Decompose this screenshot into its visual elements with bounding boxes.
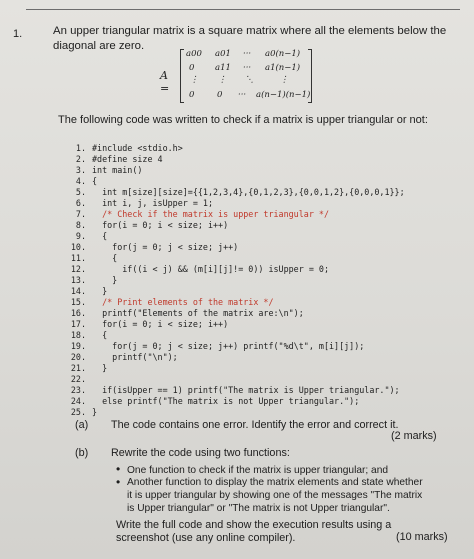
- code-line: [64, 176, 97, 187]
- part-b-bullet-2: Another function to display the matrix elements and state whether it is upper triangular by showing one of the messages "The matrix is Upper triangular" or "The matrix is not Upper triangular".: [127, 477, 423, 514]
- line-number: 17.: [70, 319, 86, 329]
- code-line: [64, 407, 97, 418]
- line-number: 16.: [70, 308, 86, 318]
- matrix-cell: a00: [186, 49, 202, 59]
- matrix-cell: a11: [215, 63, 231, 73]
- code-line: [64, 385, 400, 396]
- matrix-cell: 0: [189, 63, 195, 73]
- bullet-dot: •: [116, 475, 121, 489]
- code-text: for(j = 0; j < size; j++) printf("%d\t", m[i][j]);: [92, 341, 365, 351]
- line-number: 21.: [70, 363, 86, 373]
- code-text: {: [92, 330, 108, 340]
- bullet-dot: •: [116, 462, 121, 476]
- line-number: 14.: [70, 286, 86, 296]
- line-number: 6.: [75, 198, 86, 208]
- line-number: 10.: [70, 242, 86, 252]
- matrix-cell: ···: [243, 49, 252, 59]
- line-number: 8.: [75, 220, 86, 230]
- code-line: [64, 242, 238, 253]
- code-line: [64, 143, 183, 154]
- line-number: 1.: [75, 143, 86, 153]
- code-line: [64, 352, 178, 363]
- matrix-cell: a0(n−1): [265, 49, 301, 59]
- matrix-left-bracket: [180, 49, 184, 103]
- code-text: }: [92, 407, 98, 417]
- code-comment: /* Print elements of the matrix */: [92, 297, 274, 307]
- code-line: [64, 341, 364, 352]
- matrix-label: A =: [160, 69, 170, 95]
- code-line: [64, 319, 228, 330]
- part-b-text: Rewrite the code using two functions:: [111, 447, 290, 459]
- code-line: [64, 231, 107, 242]
- matrix-cell: ···: [243, 63, 252, 73]
- line-number: 5.: [75, 187, 86, 197]
- code-text: #include <stdio.h>: [92, 143, 183, 153]
- code-text: if((i < j) && (m[i][j]!= 0)) isUpper = 0;: [92, 264, 329, 274]
- question-number: 1.: [13, 28, 23, 40]
- code-text: for(i = 0; i < size; i++): [92, 220, 229, 230]
- code-line: [64, 253, 117, 264]
- line-number: 12.: [70, 264, 86, 274]
- line-number: 20.: [70, 352, 86, 362]
- part-a-text: The code contains one error. Identify the error and correct it.: [111, 419, 399, 431]
- line-number: 9.: [75, 231, 86, 241]
- line-number: 23.: [70, 385, 86, 395]
- line-number: 18.: [70, 330, 86, 340]
- code-lead-text: The following code was written to check if a matrix is upper triangular or not:: [58, 114, 428, 126]
- code-text: }: [92, 363, 108, 373]
- code-text: else printf("The matrix is not Upper triangular.");: [92, 396, 360, 406]
- code-line: [64, 286, 107, 297]
- line-number: 15.: [70, 297, 86, 307]
- code-text: if(isUpper == 1) printf("The matrix is Upper triangular.");: [92, 385, 400, 395]
- line-number: 22.: [70, 374, 86, 384]
- code-line: [64, 264, 329, 275]
- code-line: [64, 374, 92, 385]
- code-text: int main(): [92, 165, 143, 175]
- line-number: 3.: [75, 165, 86, 175]
- code-text: printf("Elements of the matrix are:\n");: [92, 308, 304, 318]
- matrix-cell: 0: [189, 90, 195, 100]
- code-line: [64, 297, 274, 308]
- code-line: [64, 187, 405, 198]
- code-text: {: [92, 253, 118, 263]
- code-line: [64, 363, 107, 374]
- code-text: {: [92, 176, 98, 186]
- matrix-cell: ···: [238, 90, 247, 100]
- line-number: 7.: [75, 209, 86, 219]
- matrix-cell: a1(n−1): [265, 63, 301, 73]
- matrix-cell: a(n−1)(n−1): [256, 90, 311, 100]
- code-text: int m[size][size]={{1,2,3,4},{0,1,2,3},{0,0,1,2},{0,0,0,1}};: [92, 187, 405, 197]
- code-line: [64, 154, 163, 165]
- code-text: int i, j, isUpper = 1;: [92, 198, 214, 208]
- code-line: [64, 396, 359, 407]
- line-number: 19.: [70, 341, 86, 351]
- code-line: [64, 165, 142, 176]
- part-b-label: (b): [75, 447, 89, 459]
- line-number: 4.: [75, 176, 86, 186]
- code-text: for(j = 0; j < size; j++): [92, 242, 239, 252]
- code-line: [64, 308, 304, 319]
- code-text: for(i = 0; i < size; i++): [92, 319, 229, 329]
- line-number: 24.: [70, 396, 86, 406]
- code-line: [64, 220, 228, 231]
- part-b-marks: (10 marks): [396, 531, 448, 543]
- code-comment: /* Check if the matrix is upper triangular */: [92, 209, 329, 219]
- code-line: [64, 330, 107, 341]
- part-b-bullet-1: One function to check if the matrix is upper triangular; and: [127, 465, 389, 476]
- matrix-cell: ⋮: [218, 75, 227, 85]
- code-line: [64, 275, 117, 286]
- part-a-marks: (2 marks): [391, 430, 437, 442]
- line-number: 2.: [75, 154, 86, 164]
- code-text: {: [92, 231, 108, 241]
- matrix-cell: ⋱: [245, 75, 254, 85]
- part-a-label: (a): [75, 419, 89, 431]
- top-rule: [26, 9, 460, 10]
- code-text: printf("\n");: [92, 352, 178, 362]
- code-line: [64, 198, 213, 209]
- question-intro: An upper triangular matrix is a square matrix where all the elements below the diagonal are zero.: [53, 25, 447, 52]
- matrix-cell: a01: [215, 49, 231, 59]
- part-b-instruction: Write the full code and show the execution results using a screenshot (use any online compiler).: [116, 519, 392, 544]
- matrix-cell: 0: [217, 90, 223, 100]
- line-number: 11.: [70, 253, 86, 263]
- code-text: }: [92, 286, 108, 296]
- matrix-cell: ⋮: [280, 75, 289, 85]
- code-text: #define size 4: [92, 154, 163, 164]
- code-line: [64, 209, 329, 220]
- line-number: 25.: [70, 407, 86, 417]
- code-text: }: [92, 275, 118, 285]
- line-number: 13.: [70, 275, 86, 285]
- matrix-cell: ⋮: [190, 75, 199, 85]
